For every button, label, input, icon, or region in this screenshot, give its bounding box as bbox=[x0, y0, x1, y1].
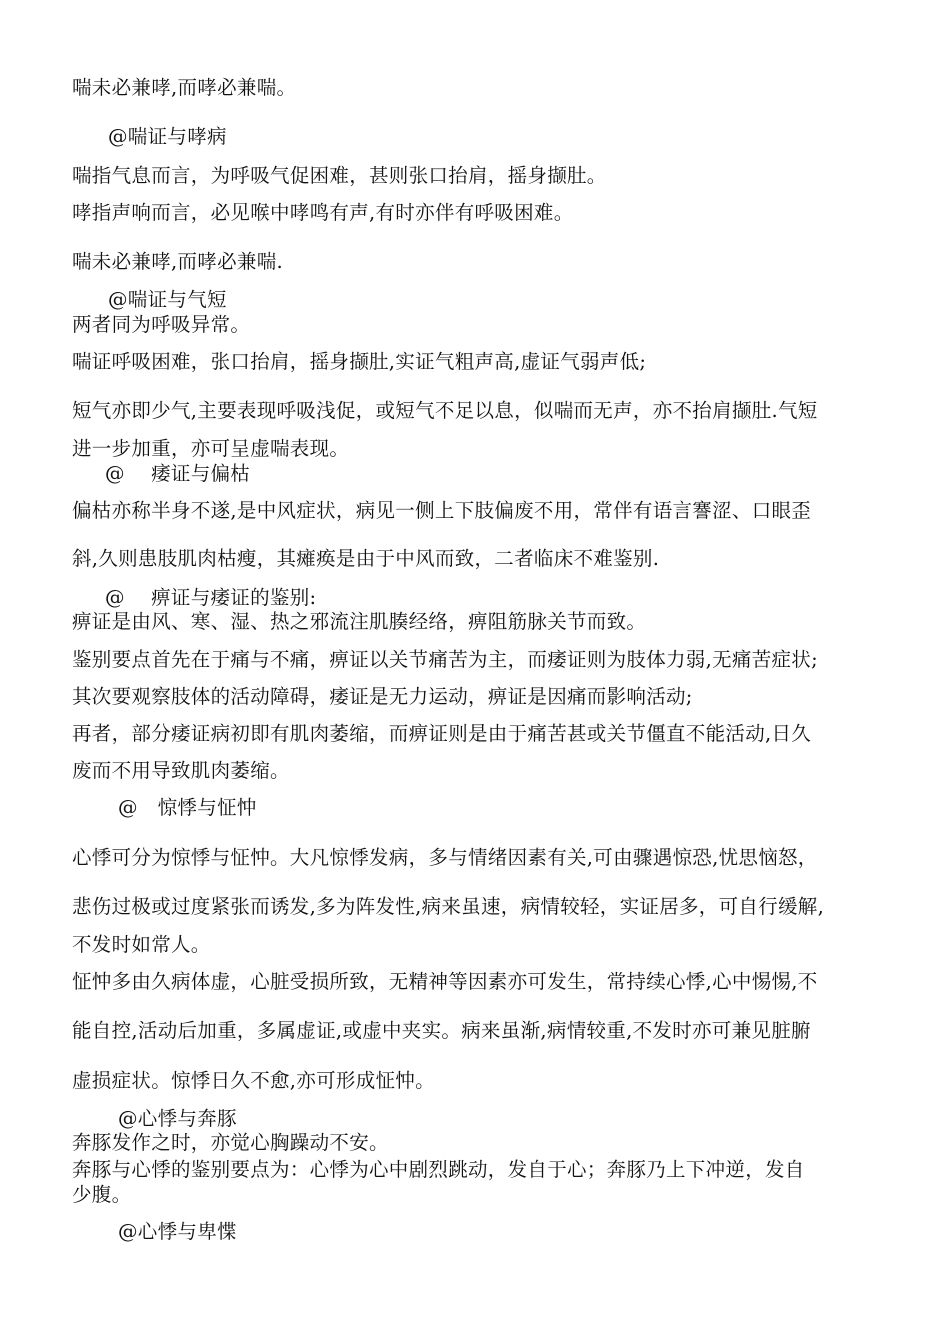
body-text-line: 喘证呼吸困难，张口抬肩，摇身撷肚,实证气粗声高,虚证气弱声低; bbox=[72, 350, 647, 373]
body-text-line: 短气亦即少气,主要表现呼吸浅促，或短气不足以息，似喘而无声，亦不抬肩撷肚.气短 bbox=[72, 399, 818, 422]
body-text-line: 少腹。 bbox=[72, 1183, 132, 1206]
body-text-line: 奔豚发作之时，亦觉心胸躁动不安。 bbox=[72, 1131, 389, 1154]
body-text-line: 鉴别要点首先在于痛与不痛，痹证以关节痛苦为主，而痿证则为肢体力弱,无痛苦症状; bbox=[72, 648, 818, 671]
body-text-line: 再者，部分痿证病初即有肌肉萎缩，而痹证则是由于痛苦甚或关节僵直不能活动,日久 bbox=[72, 722, 812, 745]
section-heading: @喘证与气短 bbox=[108, 288, 227, 311]
body-text-line: 痹证是由风、寒、湿、热之邪流注肌腠经络，痹阻筋脉关节而致。 bbox=[72, 610, 647, 633]
section-heading: @ 惊悸与怔忡 bbox=[118, 796, 257, 819]
body-text-line: 喘未必兼哮,而哮必兼喘. bbox=[72, 250, 283, 273]
body-text-line: 怔忡多由久病体虚，心脏受损所致，无精神等因素亦可发生，常持续心悸,心中惕惕,不 bbox=[72, 970, 818, 993]
section-heading: @ 痿证与偏枯 bbox=[105, 462, 251, 485]
body-text-line: 悲伤过极或过度紧张而诱发,多为阵发性,病来虽速，病情较轻，实证居多，可自行缓解, bbox=[72, 895, 825, 918]
body-text-line: 废而不用导致肌肉萎缩。 bbox=[72, 759, 290, 782]
body-text-line: 能自控,活动后加重，多属虚证,或虚中夹实。病来虽渐,病情较重,不发时亦可兼见脏腑 bbox=[72, 1019, 811, 1042]
body-text-line: 两者同为呼吸异常。 bbox=[72, 313, 251, 336]
section-heading: @喘证与哮病 bbox=[108, 125, 227, 148]
body-text-line: 喘指气息而言，为呼吸气促困难，甚则张口抬肩，摇身撷肚。 bbox=[72, 164, 607, 187]
body-text-line: 斜,久则患肢肌肉枯瘦，其瘫痪是由于中风而致，二者临床不难鉴别. bbox=[72, 547, 660, 570]
body-text-line: 奔豚与心悸的鉴别要点为：心悸为心中剧烈跳动，发自于心；奔豚乃上下冲逆，发自 bbox=[72, 1158, 805, 1181]
body-text-line: 虚损症状。惊悸日久不愈,亦可形成怔忡。 bbox=[72, 1069, 435, 1092]
body-text-line: 偏枯亦称半身不遂,是中风症状，病见一侧上下肢偏废不用，常伴有语言謇涩、口眼歪 bbox=[72, 499, 812, 522]
body-text-line: 进一步加重，亦可呈虚喘表现。 bbox=[72, 437, 350, 460]
body-text-line: 心悸可分为惊悸与怔忡。大凡惊悸发病，多与情绪因素有关,可由骤遇惊恐,忧思恼怒， bbox=[72, 846, 818, 869]
body-text-line: 其次要观察肢体的活动障碍，痿证是无力运动，痹证是因痛而影响活动; bbox=[72, 685, 693, 708]
section-heading: @ 痹证与痿证的鉴别: bbox=[105, 586, 317, 609]
body-text-line: 哮指声响而言，必见喉中哮鸣有声,有时亦伴有呼吸困难。 bbox=[72, 201, 574, 224]
section-heading: @心悸与卑惵 bbox=[118, 1220, 237, 1243]
body-text-line: 喘未必兼哮,而哮必兼喘。 bbox=[72, 76, 297, 99]
section-heading: @心悸与奔豚 bbox=[118, 1107, 237, 1130]
body-text-line: 不发时如常人。 bbox=[72, 933, 211, 956]
